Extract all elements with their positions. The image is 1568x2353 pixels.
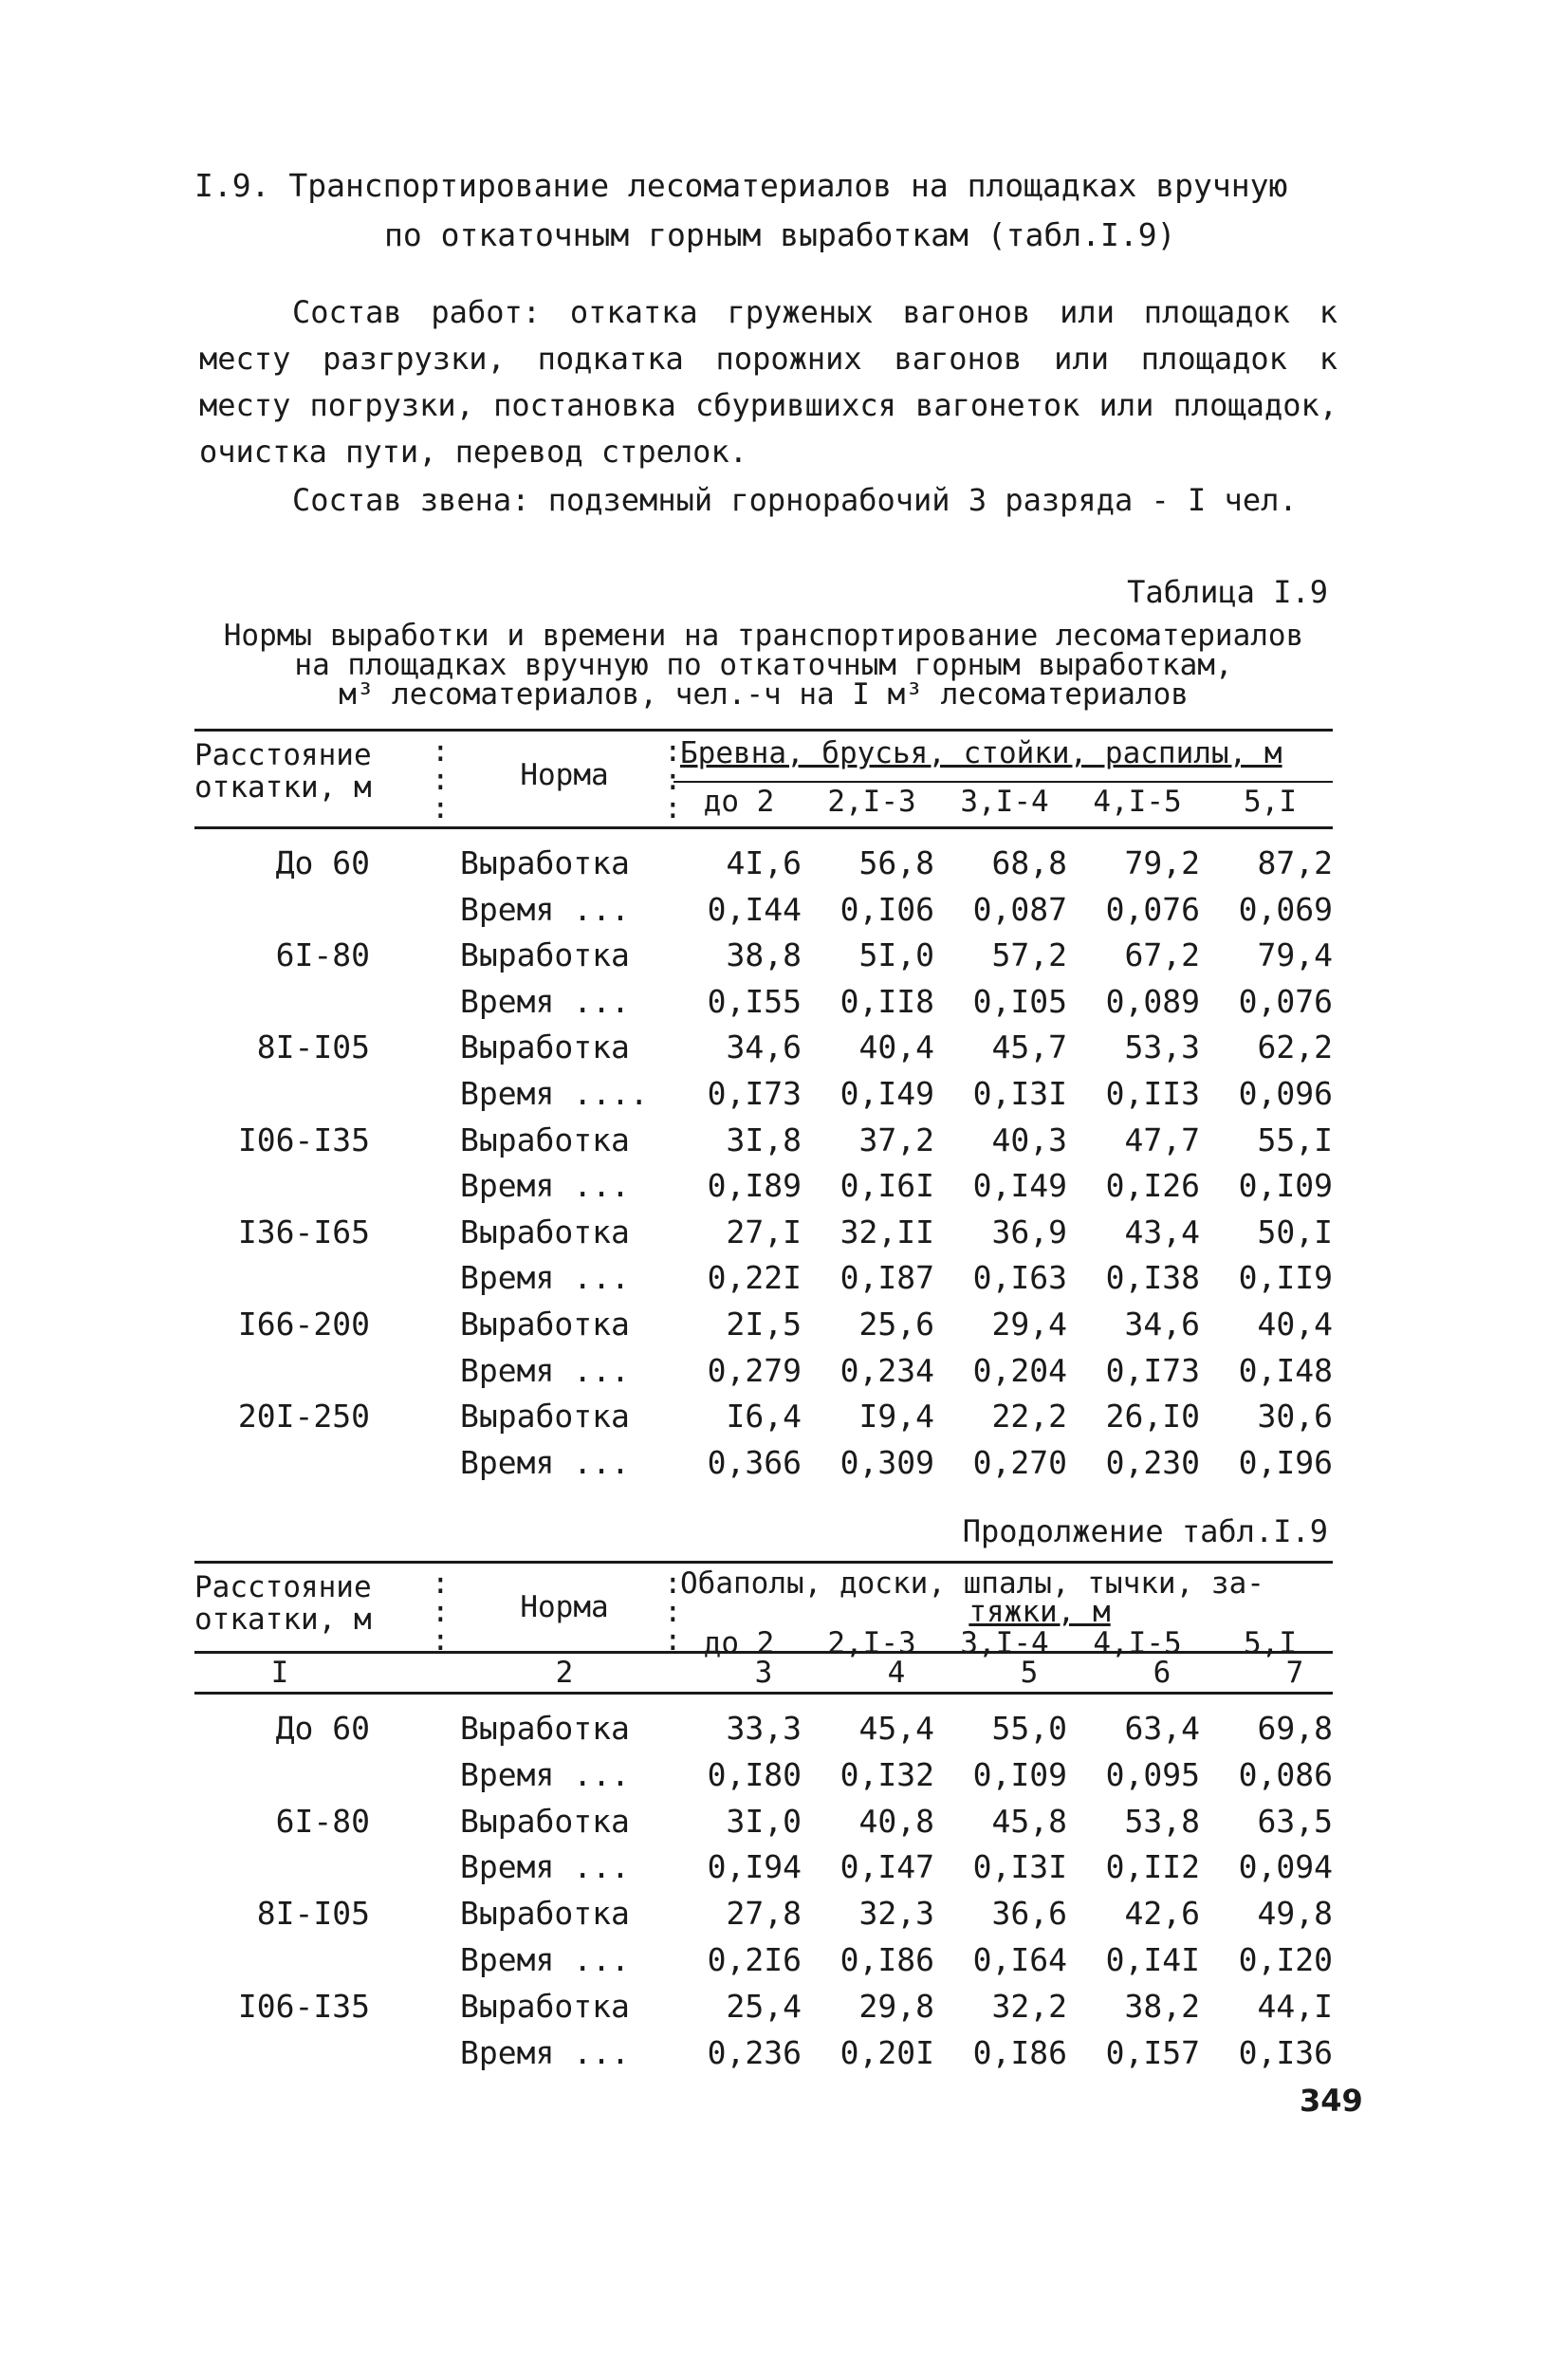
norm-cell: Время ... bbox=[460, 1259, 630, 1297]
value-cell: 32,2 bbox=[991, 1987, 1067, 2025]
value-cell: 40,8 bbox=[858, 1802, 934, 1840]
value-cell: 27,8 bbox=[726, 1895, 802, 1933]
distance-cell: 8I-I05 bbox=[256, 1028, 370, 1066]
value-cell: 0,076 bbox=[1238, 982, 1333, 1020]
value-cell: 49,8 bbox=[1257, 1895, 1333, 1933]
value-cell: 26,I0 bbox=[1105, 1398, 1200, 1436]
table-row bbox=[194, 1438, 1333, 1485]
section-heading bbox=[194, 161, 1333, 260]
value-cell: 0,I36 bbox=[1238, 2033, 1333, 2071]
header-distance-line-2: откатки, м bbox=[194, 770, 372, 805]
value-cell: 56,8 bbox=[858, 844, 934, 881]
norm-cell: Выработка bbox=[460, 1213, 630, 1251]
subheader: 3,I-4 bbox=[960, 785, 1049, 819]
norm-cell: Время .... bbox=[460, 1074, 649, 1112]
value-cell: 0,096 bbox=[1238, 1074, 1333, 1112]
table-body bbox=[194, 839, 1333, 1484]
table-row bbox=[194, 1392, 1333, 1438]
value-cell: 69,8 bbox=[1257, 1710, 1333, 1747]
value-cell: 0,I4I bbox=[1105, 1940, 1200, 1978]
table-row bbox=[194, 1889, 1333, 1936]
value-cell: 0,I87 bbox=[839, 1259, 934, 1297]
value-cell: 57,2 bbox=[991, 936, 1067, 974]
value-cell: 0,II3 bbox=[1105, 1074, 1200, 1112]
value-cell: 0,I55 bbox=[707, 982, 802, 1020]
norms-table-continued bbox=[194, 1561, 1333, 2074]
value-cell: 0,094 bbox=[1238, 1848, 1333, 1886]
table-row bbox=[194, 1116, 1333, 1162]
table-caption-line-2: на площадках вручную по откаточным горным выработкам, bbox=[294, 648, 1233, 682]
norm-cell: Выработка bbox=[460, 936, 630, 974]
value-cell: 36,9 bbox=[991, 1213, 1067, 1251]
value-cell: 55,I bbox=[1257, 1121, 1333, 1158]
value-cell: 25,4 bbox=[726, 1987, 802, 2025]
value-cell: 40,4 bbox=[858, 1028, 934, 1066]
value-cell: 0,204 bbox=[972, 1351, 1067, 1389]
table-row bbox=[194, 1300, 1333, 1346]
table-caption-line-3: м³ лесоматериалов, чел.-ч на I м³ лесоматериалов bbox=[339, 677, 1189, 712]
value-cell: 62,2 bbox=[1257, 1028, 1333, 1066]
table-header: Расстояние откатки, м : : : Норма : : : Бревна, брусья, стойки, распилы, м до 2 2,I-3 3,I-4 4,I-5 5,I bbox=[194, 729, 1333, 829]
value-cell: 68,8 bbox=[991, 844, 1067, 881]
value-cell: 53,3 bbox=[1124, 1028, 1200, 1066]
subheader: до 2 bbox=[703, 785, 775, 819]
norm-cell: Время ... bbox=[460, 1940, 630, 1978]
table-continuation-label: Продолжение табл.I.9 bbox=[962, 1513, 1328, 1549]
header-subcolumns bbox=[673, 781, 1333, 821]
table-row bbox=[194, 931, 1333, 977]
norm-cell: Время ... bbox=[460, 2033, 630, 2071]
header-norm: Норма bbox=[520, 1590, 609, 1624]
value-cell: 0,I86 bbox=[972, 2033, 1067, 2071]
value-cell: 0,2I6 bbox=[707, 1940, 802, 1978]
table-row bbox=[194, 1023, 1333, 1069]
table-caption bbox=[194, 621, 1333, 710]
value-cell: 25,6 bbox=[858, 1305, 934, 1343]
value-cell: 0,I57 bbox=[1105, 2033, 1200, 2071]
value-cell: 79,2 bbox=[1124, 844, 1200, 881]
section-heading-line-2: по откаточным горным выработкам (табл.I.9) bbox=[384, 216, 1176, 253]
value-cell: 0,089 bbox=[1105, 982, 1200, 1020]
value-cell: 0,II9 bbox=[1238, 1259, 1333, 1297]
column-number: 2 bbox=[555, 1656, 574, 1690]
value-cell: 40,3 bbox=[991, 1121, 1067, 1158]
value-cell: 3I,8 bbox=[726, 1121, 802, 1158]
value-cell: 0,234 bbox=[839, 1351, 934, 1389]
norm-cell: Время ... bbox=[460, 1755, 630, 1793]
value-cell: 50,I bbox=[1257, 1213, 1333, 1251]
page-number: 349 bbox=[1300, 2083, 1363, 2119]
value-cell: 0,I49 bbox=[972, 1167, 1067, 1205]
distance-cell: До 60 bbox=[275, 844, 370, 881]
value-cell: 79,4 bbox=[1257, 936, 1333, 974]
header-distance-line-1: Расстояние bbox=[194, 738, 372, 772]
column-number: 3 bbox=[754, 1656, 773, 1690]
value-cell: 29,4 bbox=[991, 1305, 1067, 1343]
value-cell: 0,I86 bbox=[839, 1940, 934, 1978]
value-cell: 0,I26 bbox=[1105, 1167, 1200, 1205]
value-cell: 0,270 bbox=[972, 1443, 1067, 1481]
table-row bbox=[194, 839, 1333, 885]
value-cell: 63,5 bbox=[1257, 1802, 1333, 1840]
value-cell: 0,I89 bbox=[707, 1167, 802, 1205]
norm-cell: Время ... bbox=[460, 1443, 630, 1481]
header-group-line-1: Обаполы, доски, шпалы, тычки, за- bbox=[680, 1566, 1264, 1601]
norm-cell: Время ... bbox=[460, 982, 630, 1020]
distance-cell: I06-I35 bbox=[237, 1987, 370, 2025]
value-cell: 44,I bbox=[1257, 1987, 1333, 2025]
value-cell: 0,20I bbox=[839, 2033, 934, 2071]
value-cell: 4I,6 bbox=[726, 844, 802, 881]
distance-cell: 20I-250 bbox=[237, 1398, 370, 1436]
header-distance bbox=[194, 1571, 372, 1636]
norm-cell: Выработка bbox=[460, 1305, 630, 1343]
table-row bbox=[194, 1704, 1333, 1751]
subheader: 2,I-3 bbox=[827, 1626, 916, 1660]
value-cell: 38,2 bbox=[1124, 1987, 1200, 2025]
distance-cell: I66-200 bbox=[237, 1305, 370, 1343]
value-cell: 0,II8 bbox=[839, 982, 934, 1020]
value-cell: 43,4 bbox=[1124, 1213, 1200, 1251]
norm-cell: Время ... bbox=[460, 1167, 630, 1205]
table-row bbox=[194, 1751, 1333, 1797]
value-cell: 2I,5 bbox=[726, 1305, 802, 1343]
value-cell: 53,8 bbox=[1124, 1802, 1200, 1840]
distance-cell: 6I-80 bbox=[275, 1802, 370, 1840]
value-cell: 38,8 bbox=[726, 936, 802, 974]
value-cell: 45,8 bbox=[991, 1802, 1067, 1840]
value-cell: 0,279 bbox=[707, 1351, 802, 1389]
value-cell: 37,2 bbox=[858, 1121, 934, 1158]
value-cell: 0,I80 bbox=[707, 1755, 802, 1793]
value-cell: 27,I bbox=[726, 1213, 802, 1251]
norm-cell: Время ... bbox=[460, 1848, 630, 1886]
table-row bbox=[194, 1253, 1333, 1300]
value-cell: 0,I64 bbox=[972, 1940, 1067, 1978]
column-number: 4 bbox=[887, 1656, 906, 1690]
distance-cell: До 60 bbox=[275, 1710, 370, 1747]
header-group bbox=[680, 1566, 1333, 1629]
norm-cell: Время ... bbox=[460, 890, 630, 928]
column-number: 6 bbox=[1153, 1656, 1171, 1690]
value-cell: 0,086 bbox=[1238, 1755, 1333, 1793]
distance-cell: I36-I65 bbox=[237, 1213, 370, 1251]
value-cell: 0,I96 bbox=[1238, 1443, 1333, 1481]
value-cell: 30,6 bbox=[1257, 1398, 1333, 1436]
table-header: Расстояние откатки, м : : : Норма : : : Обаполы, доски, шпалы, тычки, за- тяжки, м до 2 2,I-3 3,I-4 4,I-5 5,I I 2 3 4 5 6 7 bbox=[194, 1561, 1333, 1695]
value-cell: 0,I3I bbox=[972, 1848, 1067, 1886]
value-cell: 87,2 bbox=[1257, 844, 1333, 881]
column-number: 5 bbox=[1020, 1656, 1039, 1690]
norm-cell: Выработка bbox=[460, 1398, 630, 1436]
value-cell: 5I,0 bbox=[858, 936, 934, 974]
value-cell: 0,I49 bbox=[839, 1074, 934, 1112]
value-cell: 32,3 bbox=[858, 1895, 934, 1933]
value-cell: 0,069 bbox=[1238, 890, 1333, 928]
value-cell: 42,6 bbox=[1124, 1895, 1200, 1933]
value-cell: 0,309 bbox=[839, 1443, 934, 1481]
subheader: 5,I bbox=[1244, 785, 1297, 819]
value-cell: 0,I63 bbox=[972, 1259, 1067, 1297]
work-description bbox=[199, 289, 1337, 524]
value-cell: 0,I6I bbox=[839, 1167, 934, 1205]
table-row bbox=[194, 885, 1333, 932]
norm-cell: Выработка bbox=[460, 1028, 630, 1066]
value-cell: 0,I94 bbox=[707, 1848, 802, 1886]
header-distance-line-2: откатки, м bbox=[194, 1603, 372, 1637]
value-cell: 55,0 bbox=[991, 1710, 1067, 1747]
table-row bbox=[194, 1843, 1333, 1889]
value-cell: 0,I73 bbox=[707, 1074, 802, 1112]
distance-cell: 6I-80 bbox=[275, 936, 370, 974]
value-cell: 0,076 bbox=[1105, 890, 1200, 928]
norms-table bbox=[194, 729, 1333, 1484]
value-cell: 29,8 bbox=[858, 1987, 934, 2025]
table-label: Таблица I.9 bbox=[1127, 574, 1328, 610]
value-cell: 32,II bbox=[839, 1213, 934, 1251]
value-cell: 0,I73 bbox=[1105, 1351, 1200, 1389]
value-cell: 0,I32 bbox=[839, 1755, 934, 1793]
table-row bbox=[194, 1346, 1333, 1393]
value-cell: 0,I09 bbox=[1238, 1167, 1333, 1205]
table-caption-line-1: Нормы выработки и времени на транспортирование лесоматериалов bbox=[223, 619, 1304, 653]
section-heading-line-1: I.9. Транспортирование лесоматериалов на площадках вручную bbox=[194, 167, 1288, 204]
table-body bbox=[194, 1704, 1333, 2074]
table-row bbox=[194, 977, 1333, 1024]
value-cell: 0,I05 bbox=[972, 982, 1067, 1020]
header-group-line-2: тяжки, м bbox=[968, 1595, 1111, 1629]
value-cell: 63,4 bbox=[1124, 1710, 1200, 1747]
header-norm: Норма bbox=[520, 758, 609, 792]
value-cell: 34,6 bbox=[1124, 1305, 1200, 1343]
norm-cell: Выработка bbox=[460, 844, 630, 881]
header-distance bbox=[194, 739, 372, 804]
value-cell: 0,I48 bbox=[1238, 1351, 1333, 1389]
subheader: 5,I bbox=[1244, 1626, 1297, 1660]
table-row bbox=[194, 1982, 1333, 2029]
table-row bbox=[194, 1797, 1333, 1843]
table-row bbox=[194, 1161, 1333, 1208]
column-number: 7 bbox=[1285, 1656, 1304, 1690]
value-cell: 22,2 bbox=[991, 1398, 1067, 1436]
value-cell: 0,I47 bbox=[839, 1848, 934, 1886]
value-cell: 36,6 bbox=[991, 1895, 1067, 1933]
value-cell: 0,I38 bbox=[1105, 1259, 1200, 1297]
value-cell: 0,I3I bbox=[972, 1074, 1067, 1112]
value-cell: 0,I06 bbox=[839, 890, 934, 928]
value-cell: 3I,0 bbox=[726, 1802, 802, 1840]
value-cell: 0,I44 bbox=[707, 890, 802, 928]
value-cell: 0,II2 bbox=[1105, 1848, 1200, 1886]
value-cell: 0,I09 bbox=[972, 1755, 1067, 1793]
norm-cell: Время ... bbox=[460, 1351, 630, 1389]
value-cell: I9,4 bbox=[858, 1398, 934, 1436]
table-row bbox=[194, 2029, 1333, 2075]
value-cell: 34,6 bbox=[726, 1028, 802, 1066]
value-cell: 0,087 bbox=[972, 890, 1067, 928]
table-row bbox=[194, 1069, 1333, 1116]
distance-cell: I06-I35 bbox=[237, 1121, 370, 1158]
norm-cell: Выработка bbox=[460, 1802, 630, 1840]
value-cell: 33,3 bbox=[726, 1710, 802, 1747]
value-cell: 0,366 bbox=[707, 1443, 802, 1481]
subheader: 4,I-5 bbox=[1093, 1626, 1182, 1660]
header-column-numbers bbox=[194, 1651, 1333, 1692]
value-cell: 0,I20 bbox=[1238, 1940, 1333, 1978]
subheader: 4,I-5 bbox=[1093, 785, 1182, 819]
value-cell: 0,095 bbox=[1105, 1755, 1200, 1793]
value-cell: 40,4 bbox=[1257, 1305, 1333, 1343]
value-cell: 47,7 bbox=[1124, 1121, 1200, 1158]
value-cell: 0,230 bbox=[1105, 1443, 1200, 1481]
table-row bbox=[194, 1208, 1333, 1254]
value-cell: 0,236 bbox=[707, 2033, 802, 2071]
norm-cell: Выработка bbox=[460, 1895, 630, 1933]
value-cell: I6,4 bbox=[726, 1398, 802, 1436]
header-group: Бревна, брусья, стойки, распилы, м bbox=[680, 736, 1282, 770]
value-cell: 0,22I bbox=[707, 1259, 802, 1297]
value-cell: 45,7 bbox=[991, 1028, 1067, 1066]
value-cell: 45,4 bbox=[858, 1710, 934, 1747]
subheader: 2,I-3 bbox=[827, 785, 916, 819]
norm-cell: Выработка bbox=[460, 1121, 630, 1158]
crew-composition: Состав звена: подземный горнорабочий 3 разряда - I чел. bbox=[292, 482, 1298, 518]
column-number: I bbox=[270, 1656, 289, 1690]
work-composition: Состав работ: откатка груженых вагонов или площадок к месту разгрузки, подкатка порожних вагонов или площадок к месту погрузки, постановка сбурившихся вагонеток или площадок, очистка пути, перевод стрелок. bbox=[199, 294, 1337, 470]
subheader: 3,I-4 bbox=[960, 1626, 1049, 1660]
distance-cell: 8I-I05 bbox=[256, 1895, 370, 1933]
value-cell: 67,2 bbox=[1124, 936, 1200, 974]
header-distance-line-1: Расстояние bbox=[194, 1570, 372, 1604]
norm-cell: Выработка bbox=[460, 1710, 630, 1747]
norm-cell: Выработка bbox=[460, 1987, 630, 2025]
table-row bbox=[194, 1936, 1333, 1982]
subheader: до 2 bbox=[703, 1626, 775, 1660]
